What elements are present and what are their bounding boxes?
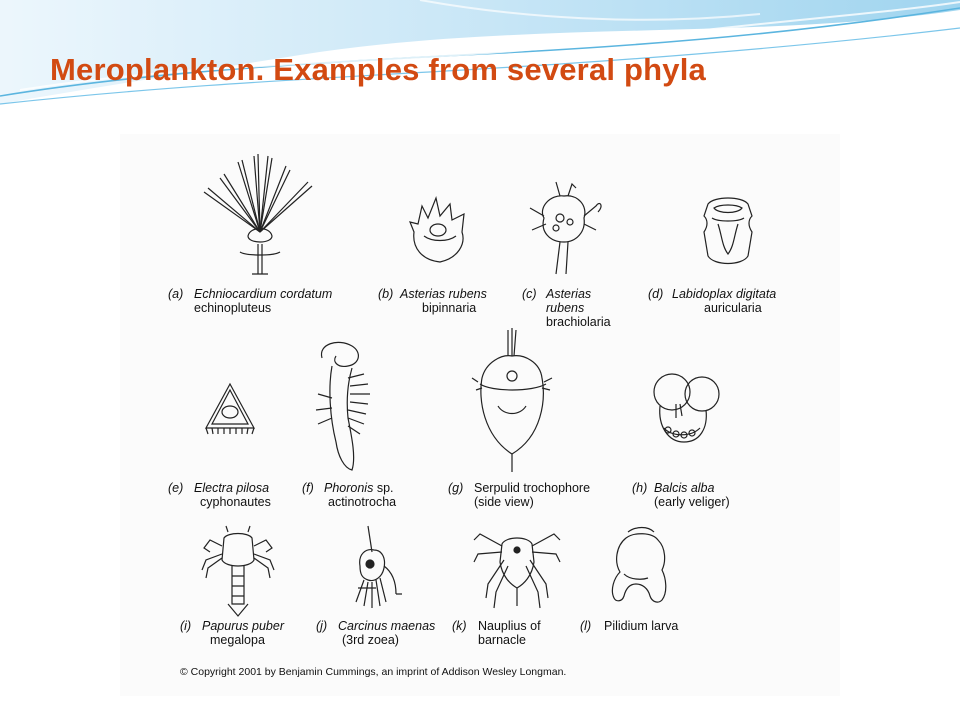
caption-letter: (i) <box>180 619 192 633</box>
nauplius-larva-icon <box>472 526 562 618</box>
caption-species: Papurus puber <box>202 619 285 633</box>
trochophore-larva-icon <box>468 326 558 476</box>
auricularia-larva-icon <box>698 194 758 270</box>
caption-species: Phoronis <box>324 481 374 495</box>
caption-letter: (f) <box>302 481 314 495</box>
caption-letter: (k) <box>452 619 467 633</box>
cyphonautes-larva-icon <box>200 380 260 436</box>
caption-species: Asterias rubens <box>400 287 487 301</box>
caption-species: Balcis alba <box>654 481 715 495</box>
caption-letter: (c) <box>522 287 537 301</box>
caption-stage: auricularia <box>704 301 762 315</box>
caption-species: Labidoplax digitata <box>672 287 777 301</box>
caption-letter: (l) <box>580 619 592 633</box>
caption-stage: actinotrocha <box>328 495 397 509</box>
pilidium-larva-icon <box>606 522 676 612</box>
caption-letter: (b) <box>378 287 394 301</box>
caption-letter: (j) <box>316 619 328 633</box>
megalopa-larva-icon <box>198 526 278 620</box>
caption-stage: echinopluteus <box>194 301 272 315</box>
caption-species: Carcinus maenas <box>338 619 436 633</box>
caption-stage: brachiolaria <box>546 315 611 329</box>
copyright-notice: © Copyright 2001 by Benjamin Cummings, an imprint of Addison Wesley Longman. <box>180 666 567 678</box>
veliger-larva-icon <box>650 370 722 450</box>
caption-stage: (side view) <box>474 495 534 509</box>
caption-species-suffix: sp. <box>373 481 394 495</box>
caption-species-line2: rubens <box>546 301 585 315</box>
caption-species: Pilidium larva <box>604 619 679 633</box>
caption-stage: megalopa <box>210 633 265 647</box>
caption-letter: (a) <box>168 287 184 301</box>
caption-species: Asterias <box>546 287 592 301</box>
caption-stage: (early veliger) <box>654 495 730 509</box>
caption-species: Nauplius of <box>478 619 541 633</box>
bipinnaria-larva-icon <box>404 192 474 268</box>
caption-species: Serpulid trochophore <box>474 481 591 495</box>
caption-stage: (3rd zoea) <box>342 633 399 647</box>
caption-letter: (d) <box>648 287 664 301</box>
caption-letter: (h) <box>632 481 648 495</box>
echinopluteus-larva-icon <box>190 152 330 292</box>
caption-letter: (g) <box>448 481 464 495</box>
caption-species: Electra pilosa <box>194 481 270 495</box>
slide-title: Meroplankton. Examples from several phyla <box>50 52 706 87</box>
caption-stage: barnacle <box>478 633 526 647</box>
caption-stage: cyphonautes <box>200 495 271 509</box>
caption-stage: bipinnaria <box>422 301 477 315</box>
actinotrocha-larva-icon <box>308 338 388 474</box>
caption-letter: (e) <box>168 481 184 495</box>
zoea-larva-icon <box>346 522 408 620</box>
caption-species: Echniocardium cordatum <box>194 287 333 301</box>
larvae-figure <box>120 134 840 696</box>
brachiolaria-larva-icon <box>526 178 606 278</box>
